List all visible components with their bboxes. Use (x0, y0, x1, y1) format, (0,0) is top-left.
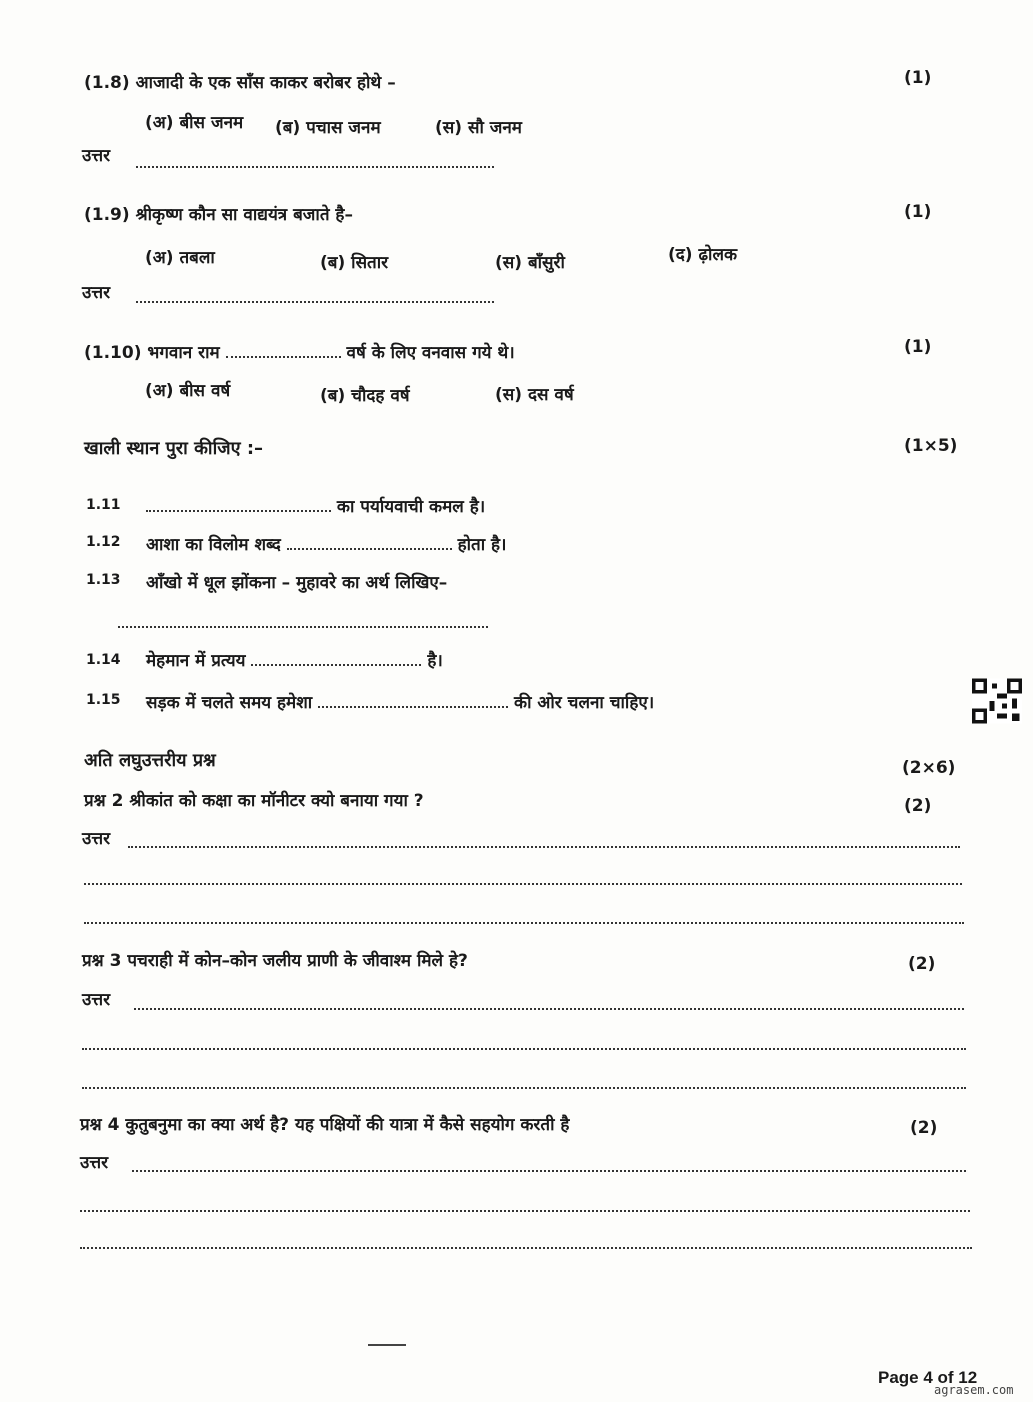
item-number: 1.15 (86, 692, 121, 708)
answer-line (136, 166, 494, 168)
question-1-8: (1.8) आजादी के एक साँस काकर बरोबर होथे – (84, 73, 396, 93)
blank-line (226, 344, 341, 358)
fill-item-text: मेहमान में प्रत्यय (146, 651, 246, 671)
answer-line (132, 1170, 966, 1172)
question-2: प्रश्न 2 श्रीकांत को कक्षा का मॉनीटर क्यो बनाया गया ? (84, 791, 424, 811)
watermark: agrasem.com (934, 1383, 1014, 1397)
question-1-10 (84, 340, 515, 363)
option-d-1-9: (द) ढ़ोलक (668, 245, 738, 265)
answer-label-q4: उत्तर (80, 1153, 109, 1173)
fill-item-text: का पर्यायवाची कमल है। (336, 497, 486, 517)
option-b-1-8: (ब) पचास जनम (275, 118, 381, 138)
option-b-1-9: (ब) सितार (320, 253, 389, 273)
qr-code-icon (972, 678, 1022, 724)
blank-line (146, 498, 331, 512)
fill-item-1-14 (146, 648, 443, 671)
fill-item-1-11 (146, 494, 485, 517)
answer-line (84, 922, 964, 924)
answer-line (136, 301, 494, 303)
fill-item-text: है। (427, 651, 443, 671)
short-answer-heading: अति लघुउत्तरीय प्रश्न (84, 750, 216, 771)
option-a-1-9: (अ) तबला (145, 248, 215, 268)
marks-q3: (2) (908, 954, 936, 974)
item-number: 1.12 (86, 534, 121, 550)
item-number: 1.13 (86, 572, 121, 588)
question-3: प्रश्न 3 पचराही में कोन–कोन जलीय प्राणी के जीवाश्म मिले हे? (82, 951, 468, 971)
blank-line (318, 694, 508, 708)
fill-item-1-13: आँखो में धूल झोंकना – मुहावरे का अर्थ लिखिए– (146, 573, 448, 593)
answer-label-1-9: उत्तर (82, 283, 111, 303)
blank-line (251, 652, 421, 666)
option-a-1-10: (अ) बीस वर्ष (145, 381, 231, 401)
marks-1-8: (1) (904, 68, 932, 88)
item-number: 1.14 (86, 652, 121, 668)
item-number: 1.11 (86, 497, 121, 513)
answer-line (80, 1247, 972, 1249)
option-b-1-10: (ब) चौदह वर्ष (320, 386, 410, 406)
marks-q2: (2) (904, 796, 932, 816)
fill-blanks-heading: खाली स्थान पुरा कीजिए :– (84, 438, 264, 459)
divider (368, 1344, 406, 1346)
answer-line (118, 626, 488, 628)
page-number: Page 4 of 12 (878, 1368, 978, 1387)
fill-item-text: आशा का विलोम शब्द (146, 535, 281, 555)
question-1-10-prefix: (1.10) भगवान राम (84, 343, 220, 363)
short-answer-marks: (2×6) (902, 758, 956, 778)
answer-line (82, 1087, 966, 1089)
marks-1-10: (1) (904, 337, 932, 357)
option-c-1-9: (स) बाँसुरी (495, 253, 565, 273)
answer-label-q3: उत्तर (82, 990, 111, 1010)
fill-blanks-marks: (1×5) (904, 436, 958, 456)
fill-item-text: की ओर चलना चाहिए। (514, 693, 655, 713)
option-a-1-8: (अ) बीस जनम (145, 113, 244, 133)
marks-q4: (2) (910, 1118, 938, 1138)
answer-label-q2: उत्तर (82, 829, 111, 849)
answer-line (134, 1008, 964, 1010)
answer-line (82, 1048, 966, 1050)
answer-line (80, 1210, 970, 1212)
option-c-1-8: (स) सौ जनम (435, 118, 522, 138)
fill-item-text: होता है। (457, 535, 507, 555)
answer-line (128, 846, 960, 848)
question-1-9: (1.9) श्रीकृष्ण कौन सा वाद्ययंत्र बजाते है– (84, 205, 353, 225)
marks-1-9: (1) (904, 202, 932, 222)
question-4: प्रश्न 4 कुतुबनुमा का क्या अर्थ है? यह पक्षियों की यात्रा में कैसे सहयोग करती है (80, 1115, 570, 1135)
fill-item-1-15 (146, 690, 654, 713)
fill-item-1-12 (146, 532, 507, 555)
fill-item-text: सड़क में चलते समय हमेशा (146, 693, 313, 713)
blank-line (287, 536, 452, 550)
option-c-1-10: (स) दस वर्ष (495, 385, 574, 405)
answer-label-1-8: उत्तर (82, 146, 111, 166)
answer-line (84, 883, 962, 885)
question-1-10-suffix: वर्ष के लिए वनवास गये थे। (346, 343, 515, 363)
